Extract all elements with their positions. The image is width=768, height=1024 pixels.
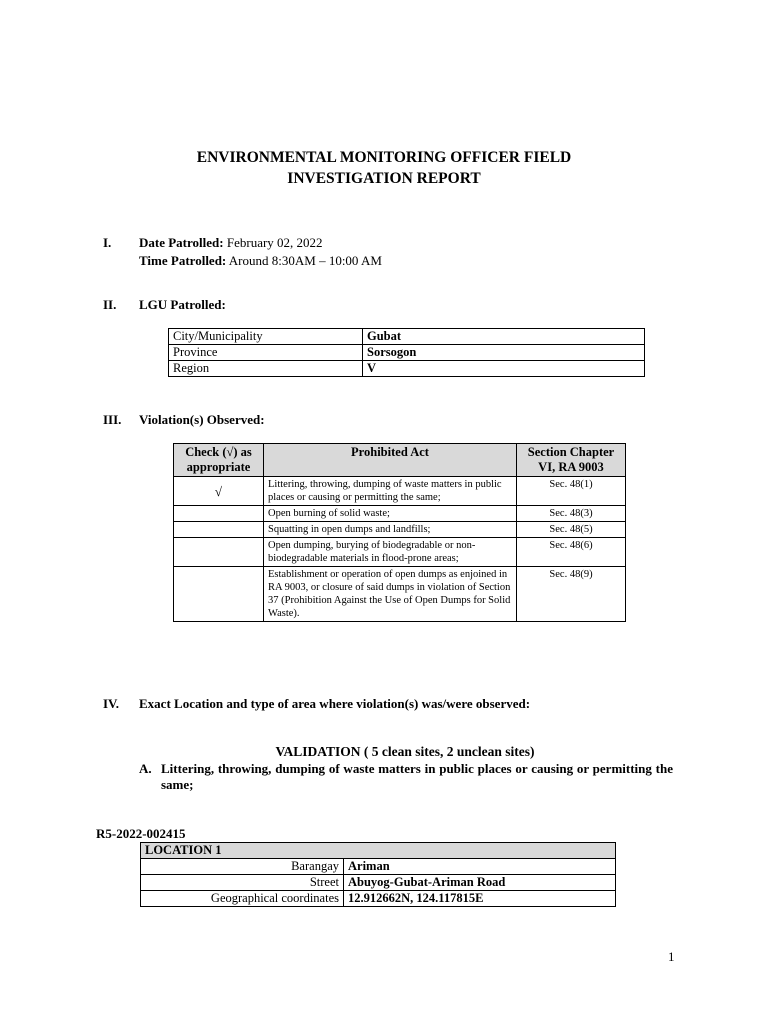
violation-check-mark: √ (174, 477, 264, 506)
lgu-row (169, 361, 645, 377)
location-header: LOCATION 1 (141, 843, 616, 859)
lgu-value: Sorsogon (363, 345, 645, 361)
violation-row (174, 522, 626, 538)
location-row (141, 859, 616, 875)
violation-row (174, 538, 626, 567)
location-table (140, 842, 616, 907)
lgu-row (169, 345, 645, 361)
lgu-label: City/Municipality (169, 329, 363, 345)
validation-item-text: Littering, throwing, dumping of waste matters in public places or causing or permitting the same; (161, 761, 673, 792)
section-3-number: III. (103, 412, 122, 427)
section-1-number: I. (103, 235, 112, 250)
validation-item-label: A. (139, 761, 152, 776)
violation-section: Sec. 48(6) (517, 538, 626, 567)
lgu-table (168, 328, 645, 377)
violation-act: Establishment or operation of open dumps as enjoined in RA 9003, or closure of said dumps in violation of Section 37 (Prohibition Against the Use of Open Dumps for Solid Waste). (264, 567, 517, 622)
location-value: Abuyog-Gubat-Ariman Road (344, 875, 616, 891)
report-title (0, 147, 768, 189)
section-2-heading: LGU Patrolled: (139, 297, 226, 312)
section-1-content (139, 234, 382, 270)
location-header-row (141, 843, 616, 859)
date-patrolled (139, 234, 382, 252)
violation-row (174, 506, 626, 522)
violation-section: Sec. 48(3) (517, 506, 626, 522)
violation-section: Sec. 48(1) (517, 477, 626, 506)
prohibited-act-column-header: Prohibited Act (264, 444, 517, 477)
location-row (141, 891, 616, 907)
location-label: Geographical coordinates (141, 891, 344, 907)
section-2-number: II. (103, 297, 117, 312)
location-label: Barangay (141, 859, 344, 875)
report-title-line-2: INVESTIGATION REPORT (287, 170, 481, 187)
violation-check-mark (174, 567, 264, 622)
lgu-label: Region (169, 361, 363, 377)
location-row (141, 875, 616, 891)
lgu-label: Province (169, 345, 363, 361)
section-3-heading: Violation(s) Observed: (139, 412, 265, 427)
violation-row (174, 477, 626, 506)
section-column-header: Section Chapter VI, RA 9003 (517, 444, 626, 477)
violation-act: Open burning of solid waste; (264, 506, 517, 522)
location-label: Street (141, 875, 344, 891)
violation-check-mark (174, 522, 264, 538)
time-patrolled-value: Around 8:30AM – 10:00 AM (226, 253, 382, 268)
check-column-header: Check (√) as appropriate (174, 444, 264, 477)
lgu-value: Gubat (363, 329, 645, 345)
validation-heading: VALIDATION ( 5 clean sites, 2 unclean sites) (275, 744, 535, 759)
time-patrolled-label: Time Patrolled: (139, 253, 227, 268)
violation-act: Open dumping, burying of biodegradable or non-biodegradable materials in flood-prone areas; (264, 538, 517, 567)
reference-number: R5-2022-002415 (96, 826, 186, 841)
location-value: 12.912662N, 124.117815E (344, 891, 616, 907)
time-patrolled (139, 252, 382, 270)
violations-header-row (174, 444, 626, 477)
report-title-line-1: ENVIRONMENTAL MONITORING OFFICER FIELD (196, 149, 572, 166)
date-patrolled-value: February 02, 2022 (223, 235, 323, 250)
violation-row (174, 567, 626, 622)
section-4-heading: Exact Location and type of area where violation(s) was/were observed: (139, 696, 531, 711)
violation-check-mark (174, 506, 264, 522)
date-patrolled-label: Date Patrolled: (139, 235, 224, 250)
violation-act: Squatting in open dumps and landfills; (264, 522, 517, 538)
page-number: 1 (668, 949, 675, 964)
violation-section: Sec. 48(9) (517, 567, 626, 622)
lgu-row (169, 329, 645, 345)
lgu-value: V (363, 361, 645, 377)
violation-act: Littering, throwing, dumping of waste matters in public places or causing or permitting the same; (264, 477, 517, 506)
violation-check-mark (174, 538, 264, 567)
section-4-number: IV. (103, 696, 120, 711)
location-value: Ariman (344, 859, 616, 875)
violations-table (173, 443, 626, 622)
violation-section: Sec. 48(5) (517, 522, 626, 538)
